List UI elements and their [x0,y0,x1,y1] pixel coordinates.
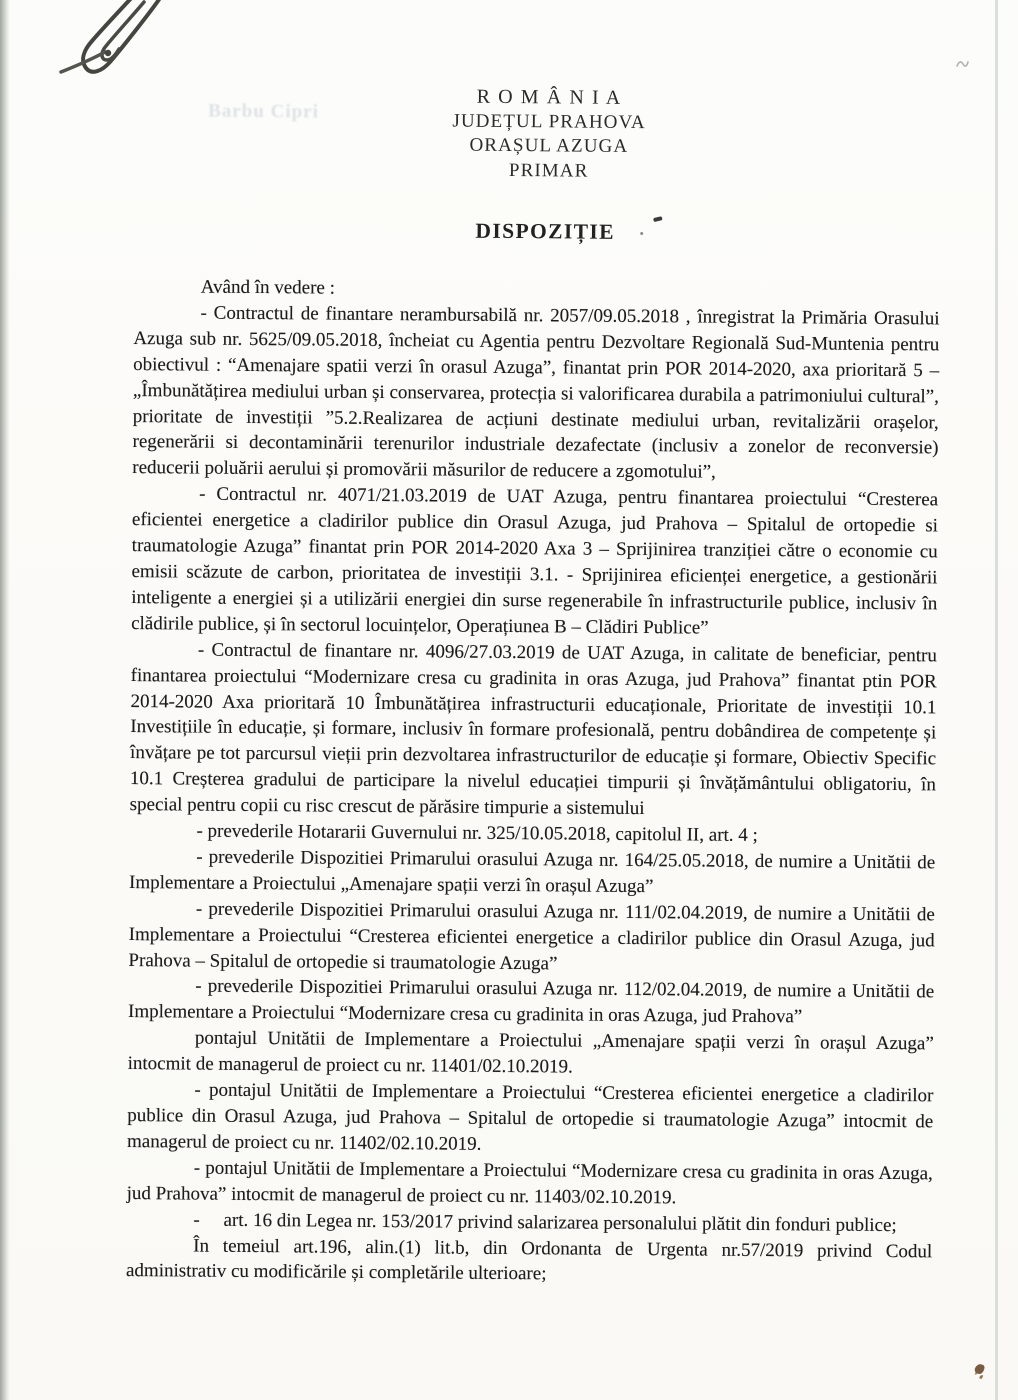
watermark-text: Barbu Cipri [208,100,320,123]
title-row [3,215,1018,248]
body-paragraph-dispozitia-112: - prevederile Dispozitiei Primarului orasului Azuga nr. 112/02.04.2019, de numire a Unitătii de Implementare a Proiectului “Modernizare cresa cu gradinita in oras Azuga, jud Prahova” [127,976,935,1028]
body-paragraph-hg-325: - prevederile Hotararii Guvernului nr. 325/10.05.2018, capitolul II, art. 4 ; [196,820,758,846]
body-paragraph-pontaj-11403: - pontajul Unitătii de Implementare a Proiectului “Modernizare cresa cu gradinita in oras Azuga, jud Prahova” intocmit de managerul de proiect cu nr. 11403/02.10.2019. [126,1157,933,1209]
body-paragraph-temei-oug-57: În temeiul art.196, alin.(1) lit.b, din Ordonanta de Urgenta nr.57/2019 privind Codul administrativ cu modificările și completările ulterioare; [125,1235,933,1285]
header-county: JUDEȚUL PRAHOVA [452,110,646,133]
header-city: ORAȘUL AZUGA [469,134,629,157]
intro-line: Având în vedere : [200,276,336,299]
document-body [126,274,940,1291]
body-paragraph-contract-4071: - Contractul nr. 4071/21.03.2019 de UAT Azuga, pentru finantarea proiectului “Cresterea eficientei energetice a cladirilor publice din Orasul Azuga, jud Prahova – Spitalul de ortopedie si traumatologie Azuga” finantat prin POR 2014-2020 Axa 3 – Sprijinirea tranziției către o economie cu emisii scăzute de carbon, prioritatea de investiții 3.1. - Sprijinirea eficienței energetice, a gestionării inteligente a energiei și a utilizării energiei din surse regenerabile în infrastructurile publice, inclusiv în clădirile publice, și în sectorul locuințelor, Operațiunea B – Clădiri Publice” [131,483,939,639]
header-country: R O M Â N I A [476,85,622,109]
body-paragraph-dispozitia-164: - prevederile Dispozitiei Primarului orasului Azuga nr. 164/25.05.2018, de numire a Unitătii de Implementare a Proiectului „Amenajare spații verzi în orașul Azuga” [129,846,936,897]
header-office: PRIMAR [508,159,589,182]
ink-dot [640,232,643,235]
body-paragraph-contract-4096: - Contractul de finantare nr. 4096/27.03.2019 de UAT Azuga, in calitate de beneficiar, pentru finantarea proiectului “Modernizare cresa cu gradinita in oras Azuga, jud Prahova” finantat ptin POR 2014-2020 Axa prioritară 10 Îmbunătățirea infrastructurii educaționale, Prioritate de investiții 10.1 Investițiile în educație, și formare, inclusiv în formare profesională, pentru dobândirea de competențe și învățare pe tot parcursul vieții prin dezvoltarea infrastructurilor de educație și formare, Obiectiv Specific 10.1 Creșterea gradului de participare la nivelul educației timpurii și învățământului obligatoriu, în special pentru copii cu risc crescut de părăsire timpurie a sistemului [129,639,937,820]
body-paragraph-pontaj-11402: - pontajul Unitătii de Implementare a Proiectului “Cresterea eficientei energetice a cladirilor publice din Orasul Azuga, jud Prahova – Spitalul de ortopedie si traumatologie Azuga” intocmit de managerul de proiect cu nr. 11402/02.10.2019. [126,1079,934,1155]
body-paragraph-pontaj-11401: pontajul Unitătii de Implementare a Proiectului „Amenajare spații verzi în orașul Azuga” intocmit de managerul de proiect cu nr. 11401/02.10.2019. [127,1027,934,1078]
document-header [4,81,1018,187]
body-paragraph-legea-153: - art. 16 din Legea nr. 153/2017 privind salarizarea personalului plătit din fonduri publice; [193,1209,897,1236]
document-title: DISPOZIȚIE [475,218,616,244]
body-paragraph-contract-2057: - Contractul de finantare nerambursabilă nr. 2057/09.05.2018 , înregistrat la Primăria Orasului Azuga sub nr. 5625/09.05.2018, încheiat cu Agentia pentru Dezvoltare Regională Sud-Muntenia pentru obiectivul : “Amenajare spatii verzi în orasul Azuga”, finantat prin POR 2014-2020, axa prioritară 5 – „Îmbunătățirea mediului urban și conservarea, protecția si valorificarea durabila a patrimoniului cultural”, prioritate de investiții ”5.2.Realizarea de acțiuni destinate mediului urban, revitalizării orașelor, regenerării si decontaminării terenurilor industriale dezafectate (inclusiv a zonelor de reconversie) reducerii poluării aerului și promovării măsurilor de reducere a zgomotului”, [132,302,940,483]
body-paragraph-dispozitia-111: - prevederile Dispozitiei Primarului orasului Azuga nr. 111/02.04.2019, de numire a Unitătii de Implementare a Proiectului “Cresterea eficientei energetice a cladirilor publice din Orasul Azuga, jud Prahova – Spitalul de ortopedie si traumatologie Azuga” [128,898,935,974]
